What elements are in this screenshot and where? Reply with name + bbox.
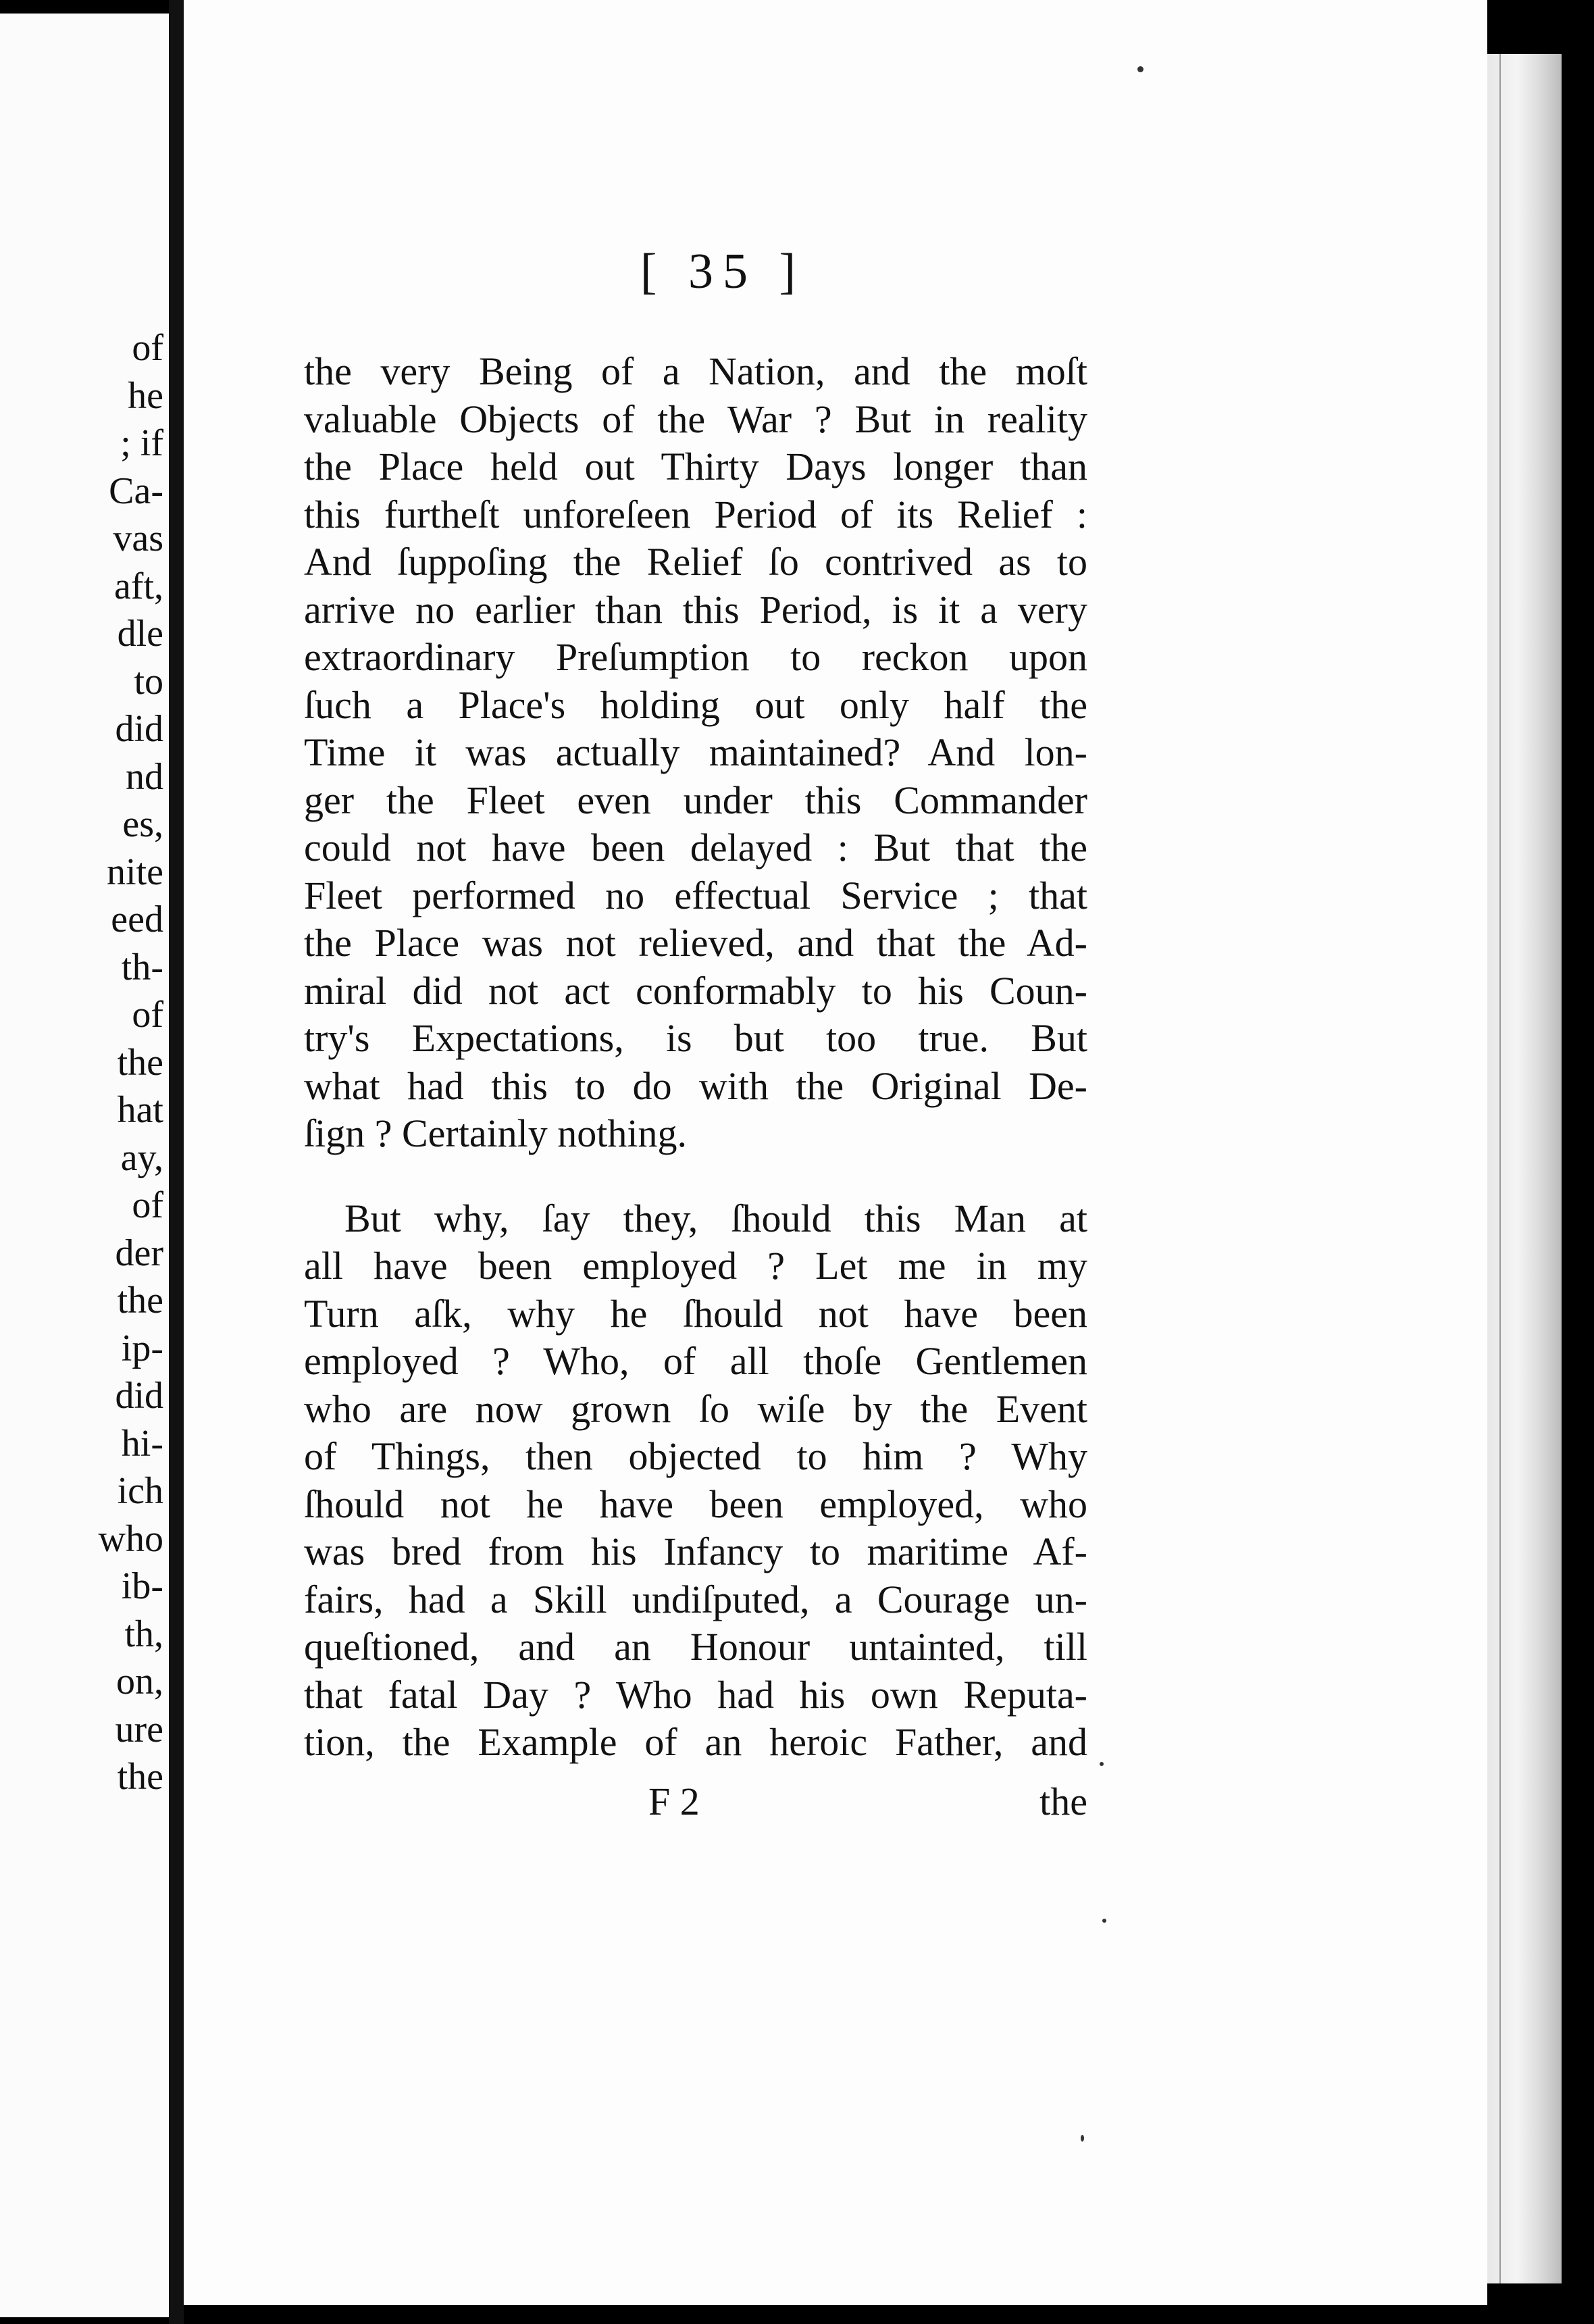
left-page-text-fragment: ay,	[120, 1136, 163, 1179]
left-page-text-fragment: who	[98, 1517, 163, 1560]
book-gutter	[169, 0, 184, 2324]
text-line: who are now grown ſo wiſe by the Event	[304, 1386, 1087, 1431]
ink-speck	[1100, 1762, 1104, 1766]
text-line: miral did not act conformably to his Coun-	[304, 968, 1087, 1013]
text-line: Fleet performed no effectual Service ; that	[304, 873, 1087, 917]
left-page-text-fragment: of	[132, 327, 163, 369]
paragraph-2	[304, 1195, 1087, 1767]
left-page-text-fragment: ip-	[121, 1327, 163, 1369]
left-page-text-fragment: aft,	[113, 565, 163, 607]
text-line: the very Being of a Nation, and the moſt	[304, 349, 1087, 393]
text-line: tion, the Example of an heroic Father, and	[304, 1720, 1087, 1764]
left-page-text-fragment: ib-	[121, 1565, 163, 1607]
ink-speck	[1102, 1919, 1106, 1923]
text-line: this furtheſt unforeſeen Period of its Relief :	[304, 492, 1087, 536]
left-page-text-fragment: ; if	[120, 422, 163, 464]
left-page-text-fragment: nite	[107, 851, 163, 893]
text-line: all have been employed ? Let me in my	[304, 1244, 1087, 1288]
text-line: extraordinary Preſumption to reckon upon	[304, 635, 1087, 679]
left-page-text-fragment: hi-	[121, 1422, 163, 1465]
left-page-text-fragment: of	[132, 994, 163, 1036]
left-page-text-fragment: der	[115, 1232, 163, 1274]
left-page-text-fragment: ure	[115, 1708, 163, 1750]
text-line: was bred from his Infancy to maritime Af-	[304, 1530, 1087, 1573]
catchword: the	[1039, 1779, 1087, 1823]
text-line: the Place held out Thirty Days longer than	[304, 445, 1087, 488]
text-line: Turn aſk, why he ſhould not have been	[304, 1291, 1087, 1336]
left-page-text-fragment: to	[134, 660, 163, 703]
left-page-text-fragment: on,	[116, 1661, 163, 1702]
paragraph-1	[304, 348, 1087, 1158]
left-page-text-fragment: did	[115, 1375, 163, 1417]
left-page-text-fragment: did	[115, 708, 163, 750]
text-line: ger the Fleet even under this Commander	[304, 778, 1087, 822]
left-page-text-fragment: of	[132, 1184, 163, 1226]
left-page-text-fragment: th-	[121, 946, 163, 988]
left-page-fragment	[0, 14, 169, 2317]
text-line: of Things, then objected to him ? Why	[304, 1434, 1087, 1478]
left-page-text-fragment: th,	[124, 1613, 163, 1655]
page-footer	[304, 1778, 1087, 1825]
text-line: And ſuppoſing the Relief ſo contrived as to	[304, 540, 1087, 584]
text-line: what had this to do with the Original De-	[304, 1063, 1087, 1108]
left-page-text-fragment: Ca-	[109, 470, 163, 512]
left-page-text-fragment: the	[117, 1280, 163, 1321]
text-line: ſuch a Place's holding out only half the	[304, 682, 1087, 727]
left-page-text-fragment: the	[117, 1756, 163, 1798]
page-edge-stack	[1487, 54, 1562, 2283]
text-line: try's Expectations, is but too true. But	[304, 1016, 1087, 1060]
signature-mark: F 2	[648, 1779, 700, 1823]
ink-speck	[1137, 66, 1143, 72]
left-page-text-fragment: the	[117, 1041, 163, 1084]
text-line: queſtioned, and an Honour untainted, till	[304, 1625, 1087, 1669]
left-page-text-fragment: dle	[117, 613, 163, 655]
left-page-text-fragment: eed	[111, 899, 163, 940]
scan-border	[1562, 0, 1594, 2324]
text-line: ſign ? Certainly nothing.	[304, 1111, 688, 1155]
left-page-text-fragment: hat	[117, 1089, 163, 1131]
text-line: the Place was not relieved, and that the Ad-	[304, 921, 1087, 965]
text-line: employed ? Who, of all thoſe Gentlemen	[304, 1339, 1087, 1383]
text-line: could not have been delayed : But that the	[304, 826, 1087, 869]
left-page-text-fragment: vas	[113, 517, 163, 559]
left-page-text-fragment: he	[128, 374, 163, 417]
page-header: [ 35 ]	[640, 244, 806, 299]
text-line: that fatal Day ? Who had his own Reputa-	[304, 1672, 1087, 1717]
text-line: ſhould not he have been employed, who	[304, 1482, 1087, 1526]
text-line: fairs, had a Skill undiſputed, a Courage un-	[304, 1577, 1087, 1621]
text-line: Time it was actually maintained? And lon-	[304, 730, 1087, 774]
text-line: valuable Objects of the War ? But in reality	[304, 397, 1087, 441]
text-line: But why, ſay they, ſhould this Man at	[344, 1196, 1087, 1240]
left-page-text-fragment: ich	[117, 1470, 163, 1512]
left-page-text-fragment: nd	[126, 755, 163, 798]
ink-speck	[1081, 2135, 1084, 2142]
left-page-text-fragment: es,	[122, 803, 163, 845]
text-line: arrive no earlier than this Period, is it a very	[304, 587, 1087, 632]
body-text	[304, 348, 1087, 1767]
